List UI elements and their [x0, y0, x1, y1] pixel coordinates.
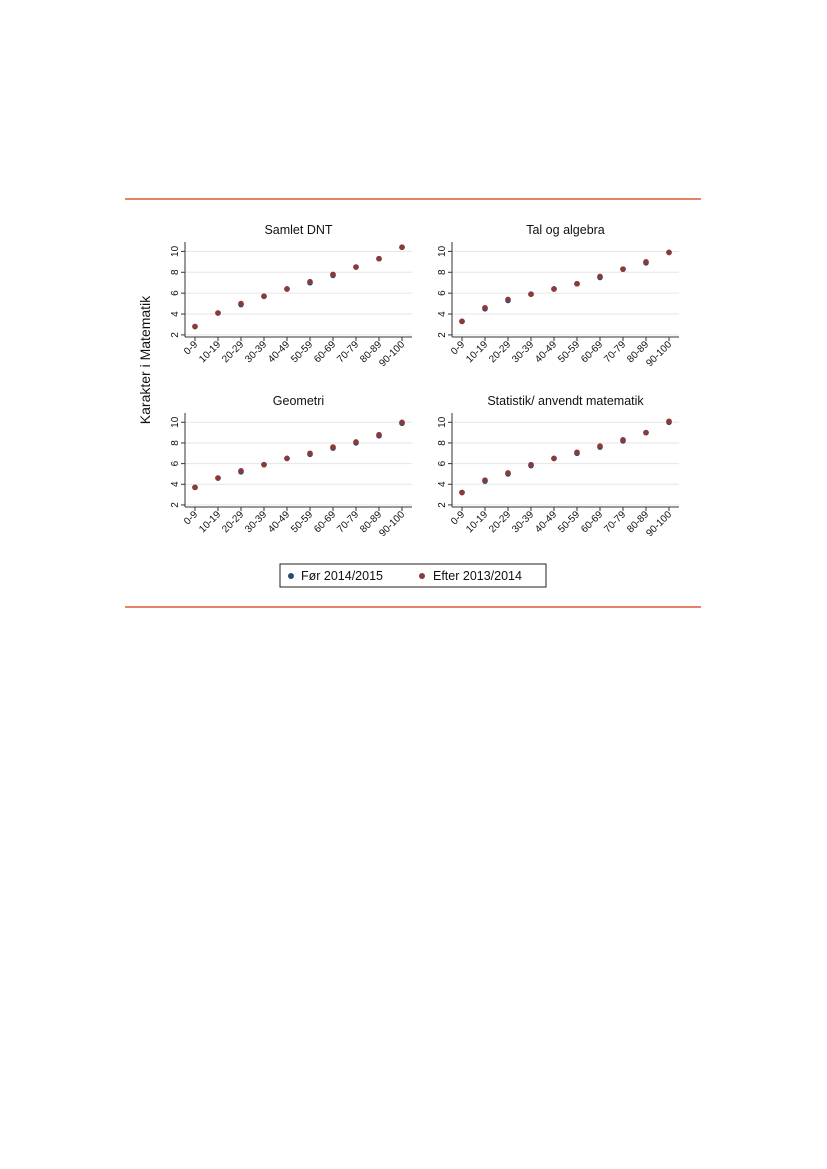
x-tick-label: 40-49: [266, 509, 293, 536]
data-point-after: [307, 450, 313, 456]
x-tick-label: 10-19: [197, 509, 224, 536]
data-point-after: [574, 281, 580, 287]
x-tick-label: 90-100: [377, 339, 408, 370]
data-point-after: [666, 250, 672, 256]
y-tick-label: 10: [437, 245, 448, 257]
y-tick-label: 8: [170, 269, 181, 276]
y-tick-label: 4: [437, 481, 448, 488]
y-tick-label: 4: [437, 311, 448, 317]
y-tick-label: 6: [437, 460, 448, 467]
x-tick-label: 60-69: [579, 339, 606, 366]
data-point-after: [376, 256, 382, 262]
data-point-after: [528, 291, 534, 297]
y-tick-label: 4: [170, 311, 181, 317]
data-point-after: [284, 286, 290, 292]
legend-label-before: Før 2014/2015: [301, 569, 383, 583]
chart-panel-3: [170, 394, 412, 539]
data-point-after: [551, 456, 557, 462]
data-point-after: [284, 456, 290, 462]
data-point-after: [261, 462, 267, 468]
data-point-after: [505, 297, 511, 303]
data-point-after: [528, 462, 534, 468]
data-point-after: [376, 432, 382, 438]
y-tick-label: 10: [437, 416, 448, 428]
chart-panel-2: [437, 223, 679, 369]
x-tick-label: 0-9: [449, 509, 468, 528]
x-tick-label: 90-100: [644, 509, 675, 540]
x-tick-label: 80-89: [358, 509, 385, 536]
data-point-after: [307, 279, 313, 285]
data-point-after: [238, 468, 244, 474]
y-tick-label: 2: [170, 332, 181, 338]
x-tick-label: 30-39: [243, 339, 270, 366]
y-tick-label: 8: [437, 269, 448, 276]
y-tick-label: 2: [437, 332, 448, 338]
x-tick-label: 20-29: [487, 509, 514, 536]
y-tick-label: 2: [170, 502, 181, 508]
data-point-after: [459, 319, 465, 325]
y-axis-label: Karakter i Matematik: [137, 295, 153, 425]
chart-panels: [170, 223, 679, 539]
legend: [280, 564, 546, 587]
data-point-after: [215, 310, 221, 316]
y-tick-label: 8: [170, 440, 181, 446]
figure: [125, 200, 701, 606]
data-point-after: [482, 305, 488, 311]
data-point-after: [643, 259, 649, 265]
legend-marker-after: [419, 573, 425, 579]
data-point-after: [192, 485, 198, 491]
x-tick-label: 90-100: [644, 339, 675, 370]
y-tick-label: 2: [437, 502, 448, 508]
panel-title: Statistik/ anvendt matematik: [487, 394, 644, 408]
x-tick-label: 70-79: [335, 339, 362, 366]
y-tick-label: 6: [437, 290, 448, 296]
x-tick-label: 10-19: [464, 509, 491, 536]
x-tick-label: 30-39: [243, 509, 270, 536]
x-tick-label: 70-79: [602, 339, 629, 366]
data-point-after: [399, 244, 405, 250]
data-point-after: [261, 293, 267, 299]
x-tick-label: 10-19: [464, 339, 491, 366]
data-point-after: [505, 470, 511, 476]
data-point-after: [666, 418, 672, 424]
data-point-after: [330, 272, 336, 278]
legend-label-after: Efter 2013/2014: [433, 569, 522, 583]
x-tick-label: 20-29: [220, 339, 247, 366]
panel-title: Tal og algebra: [526, 223, 605, 237]
x-tick-label: 70-79: [602, 509, 629, 536]
data-point-after: [330, 444, 336, 450]
x-tick-label: 80-89: [625, 339, 652, 366]
x-tick-label: 40-49: [533, 509, 560, 536]
y-tick-label: 10: [170, 416, 181, 428]
x-tick-label: 30-39: [510, 339, 537, 366]
x-tick-label: 50-59: [556, 339, 583, 366]
x-tick-label: 60-69: [312, 509, 339, 536]
x-tick-label: 80-89: [358, 339, 385, 366]
x-tick-label: 0-9: [182, 509, 201, 528]
data-point-after: [597, 274, 603, 280]
data-point-after: [353, 439, 359, 445]
data-point-after: [551, 286, 557, 292]
x-tick-label: 10-19: [197, 339, 224, 366]
data-point-after: [192, 324, 198, 330]
data-point-after: [643, 430, 649, 436]
x-tick-label: 50-59: [289, 339, 316, 366]
x-tick-label: 60-69: [579, 509, 606, 536]
bottom-rule: [125, 606, 701, 608]
data-point-after: [399, 419, 405, 425]
x-tick-label: 40-49: [533, 339, 560, 366]
data-point-after: [238, 301, 244, 307]
x-tick-label: 80-89: [625, 509, 652, 536]
panel-title: Geometri: [272, 394, 325, 408]
data-point-after: [215, 475, 221, 481]
data-point-after: [620, 266, 626, 272]
chart-panel-1: [170, 223, 412, 369]
x-tick-label: 50-59: [556, 509, 583, 536]
data-point-after: [459, 490, 465, 496]
x-tick-label: 60-69: [312, 339, 339, 366]
y-tick-label: 6: [170, 460, 181, 467]
data-point-after: [482, 477, 488, 483]
y-tick-label: 4: [170, 481, 181, 488]
panel-title: Samlet DNT: [264, 223, 333, 237]
y-tick-label: 8: [437, 440, 448, 446]
y-tick-label: 10: [170, 245, 181, 257]
x-tick-label: 50-59: [289, 509, 316, 536]
legend-marker-before: [288, 573, 294, 579]
x-tick-label: 0-9: [182, 339, 201, 358]
x-tick-label: 20-29: [220, 509, 247, 536]
data-point-after: [620, 437, 626, 443]
x-tick-label: 90-100: [377, 509, 408, 540]
x-tick-label: 20-29: [487, 339, 514, 366]
data-point-after: [353, 264, 359, 270]
x-tick-label: 30-39: [510, 509, 537, 536]
x-tick-label: 70-79: [335, 509, 362, 536]
x-tick-label: 40-49: [266, 339, 293, 366]
x-tick-label: 0-9: [449, 339, 468, 358]
data-point-after: [597, 443, 603, 449]
data-point-after: [574, 449, 580, 455]
chart-panel-4: [437, 394, 679, 539]
y-tick-label: 6: [170, 290, 181, 296]
scatter-figure: [125, 200, 701, 606]
